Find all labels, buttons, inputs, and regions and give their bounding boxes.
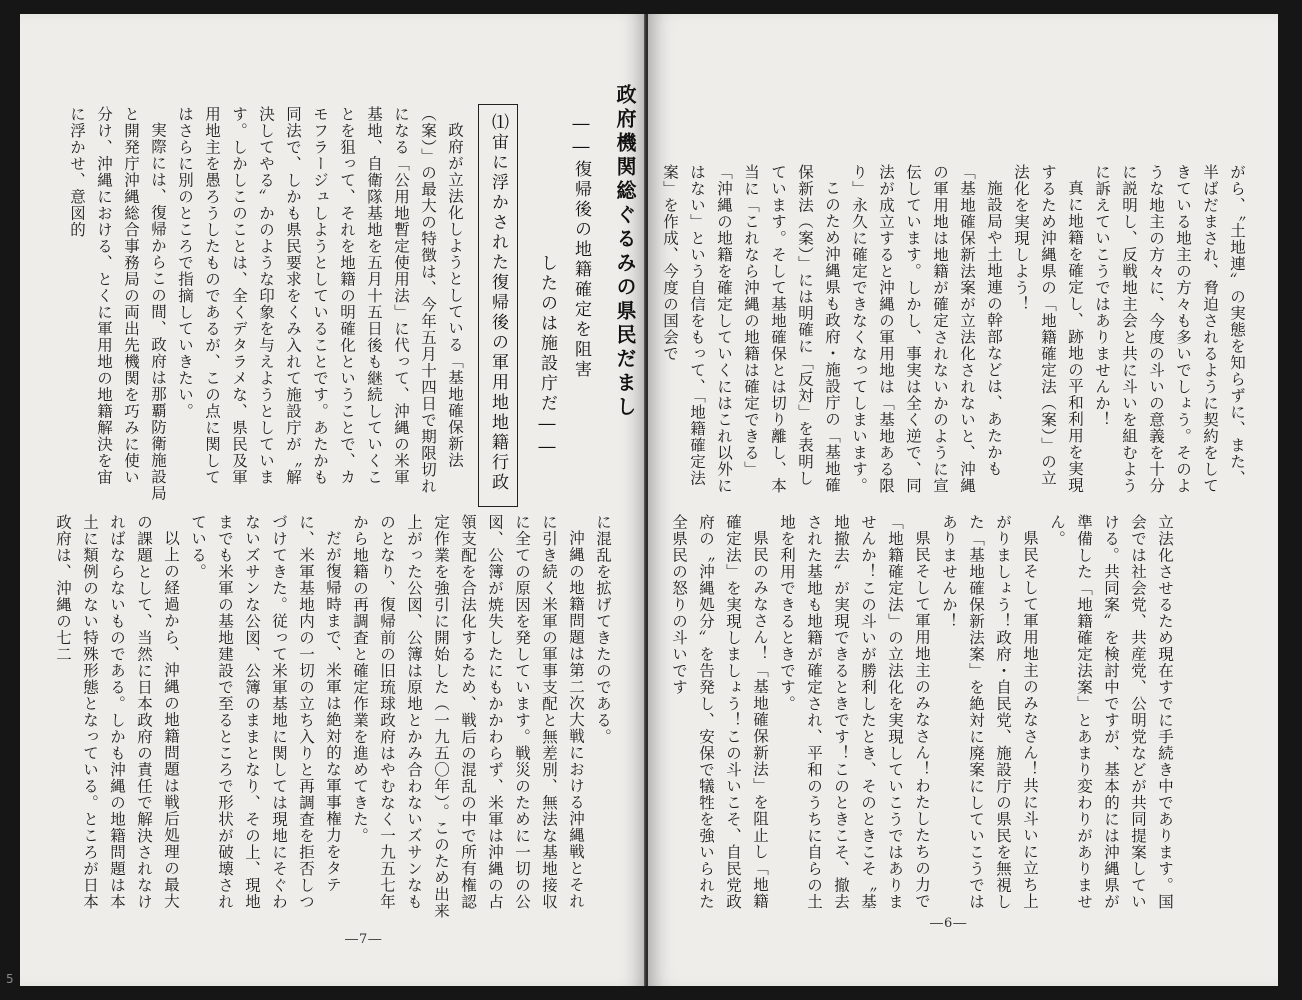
left-upper-text — [68, 106, 468, 501]
page-7 — [20, 14, 646, 986]
article-heading: 政府機関総ぐるみの県民だまし — [613, 84, 637, 420]
paragraph: 実際には、復帰からこの間、政府は那覇防衛施設局と開発庁沖縄総合事務局の両出先機関を巧みに使い分け、沖縄における、とくに軍用地の地籍解決を宙に浮かせ、意図的 — [68, 106, 167, 501]
paragraph: 県民そして軍用地主のみなさん！共に斗いに立ち上がりましょう！政府・自民党、施設庁の県民を無視した「基地確保新法案」を絶対に廃案にしていこうではありませんか！ — [940, 514, 1039, 910]
right-lower-text — [670, 514, 1178, 914]
page-number: ―7― — [345, 932, 383, 947]
right-upper-text — [650, 164, 1250, 494]
page-6 — [648, 14, 1278, 986]
page-number: ―6― — [930, 916, 968, 931]
article-subheading-2: したのは施設庁だ―― — [537, 254, 557, 460]
left-lower-text — [46, 514, 616, 919]
paragraph: 沖縄の地籍問題は第二次大戦における沖縄戦とそれに引き続く米軍の軍事支配と無差別、無法な基地接収に全ての原因を発しています。戦災のために一切の公図、公簿が焼失したにもかかわらず、米軍は沖縄の占領支配を合法化するため、戦后の混乱の中で所有権認定作業を強引に開始した（一九五〇年）。このため出来上がった公図、公簿は原地とかみ合わないズサンなものとなり、復帰前の旧琉球政府はやむなく一九五七年から地籍の再調査と確定作業を進めてきた。 — [351, 514, 585, 919]
paragraph: に混乱を拡げてきたのである。 — [594, 514, 612, 745]
section-title-box: ⑴宙に浮かされた復帰後の軍用地地籍行政 — [478, 104, 518, 507]
paragraph: 県民のみなさん！「基地確保新法」を阻止し「地籍確定法」を実現しましょう！この斗いこそ、自民党政府の〝沖縄処分〟を告発し、安保で犠牲を強いられた全県民の怒りの斗いです — [670, 514, 769, 910]
paragraph: 以上の経過から、沖縄の地籍問題は戦后処理の最大の課題として、当然に日本政府の責任で解決されなければならないものである。しかも沖縄の地籍問題は本土に類例のない特殊形態となっている。ところが日本政府は、沖縄の七二 — [54, 514, 180, 910]
paragraph: 真に地籍を確定し、跡地の平和利用を実現するため沖縄県の「地籍確定法（案）」の立法化を実現しよう！ — [1012, 164, 1084, 493]
pencil-mark: 5 — [6, 972, 14, 986]
article-subheading-1: ――復帰後の地籍確定を阻害 — [571, 114, 591, 380]
paragraph: がら、〝土地連〟の実態を知らずに、また、半ばだまされ、脅迫されるように契約をしてきている地主の方々も多いでしょう。そのような地主の方々に、今度の斗いの意義を十分に説明し、反戦地主会と共に斗いを組むように訴えていこうではありませんか！ — [1093, 164, 1246, 494]
paragraph: だが復帰時まで、米軍は絶対的な軍事権力をタテに、米軍基地内の一切の立ち入りと再調査を拒否しつづけてきた。従って米軍基地に関しては現地にそぐわないズサンな公図、公簿のままとなり、その上、現地までも米軍の基地建設で至るところで形状が破壊されている。 — [189, 514, 342, 910]
paragraph: このため沖縄県も政府・施設庁の「基地確保新法（案）」には明確に「反対」を表明しています。そして基地確保とは切り離し、本当に「これなら沖縄の地籍は確定できる」「沖縄の地籍を確定していくにはこれ以外にはない」という自信をもって、「地籍確定法案」を作成、今度の国会で — [661, 164, 841, 494]
paragraph: 政府が立法化しようとしている「基地確保新法（案）」の最大の特徴は、今年五月十四日で期限切れになる「公用地暫定使用法」に代って、沖縄の米軍基地、自衛隊基地を五月十五日後も継続していくことを狙って、それを地籍の明確化ということで、カモフラージュしようとしていることです。あたかも同法で、しかも県民要求をくみ入れて施設庁が〝解決してやる〟かのような印象を与えようとしています。しかしこのことは、全くデタラメな、県民及軍用地主を愚ろうしたものであるが、この点に関してはさらに別のところで指摘していきたい。 — [176, 106, 464, 495]
paragraph: 立法化させるため現在すでに手続き中であります。国会では社会党、共産党、公明党などが共同提案していける。共同案〟を検討中ですが、基本的には沖縄県が準備した「地籍確定法案」とあまり変わりがありません。 — [1048, 514, 1174, 910]
paragraph: 施設局や土地連の幹部などは、あたかも「基地確保新法案が立法化されないと、沖縄の軍用地は地籍が確定されないかのように宣伝しています。しかし、事実は全く逆で、同法が成立すると沖縄の軍用地は「基地ある限り」永久に確定できなくなってしまいます。 — [850, 164, 1003, 494]
paragraph: 県民そして軍用地主のみなさん！わたしたちの力で「地籍確定法」の立法化を実現していこうではありませんか！この斗いが勝利したとき、そのときこそ〝基地撤去〟が実現できるときです！このときこそ、撤去された基地も地籍が確定され、平和のうちに自らの土地を利用できるときです。 — [778, 514, 931, 910]
